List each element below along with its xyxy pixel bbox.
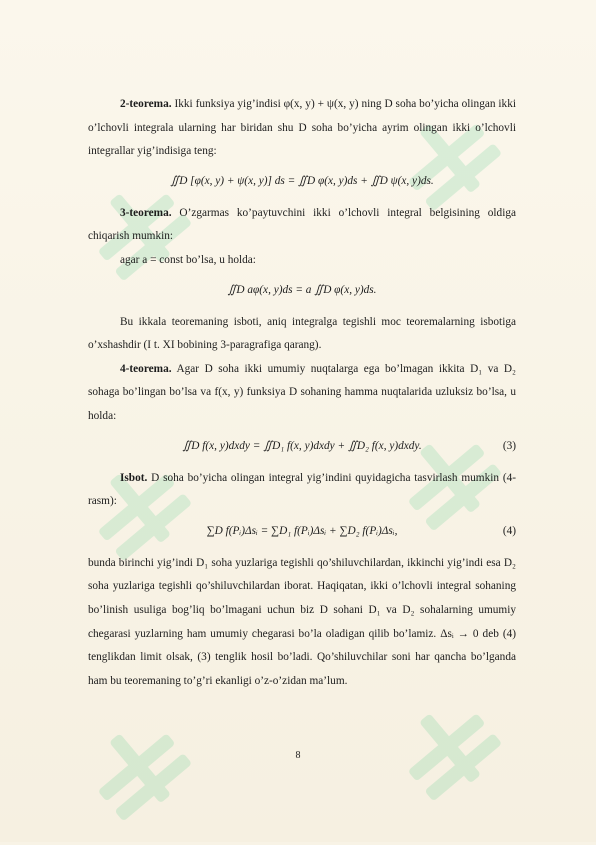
theorem-4-paragraph	[88, 358, 516, 429]
theorem-3-text: O’zgarmas ko’paytuvchini ikki o’lchovli integral belgisining oldiga chiqarish mumkin:	[88, 206, 516, 243]
theorem-2-paragraph	[88, 93, 516, 164]
page-number: 8	[295, 750, 301, 761]
proof-label: Isbot.	[120, 471, 148, 484]
proof-text: D soha bo’yicha olingan integral yig’indini quyidagicha tasvirlash mumkin (4-rasm):	[88, 471, 516, 508]
theorem-3-paragraph	[88, 202, 516, 249]
theorem-4-text: Agar D soha ikki umumiy nuqtalarga ega bo’lmagan ikkita D₁ va D₂ sohaga bo’lingan bo’lsa va f(x, y) funksiya D sohaning hamma nuqtalarida uzluksiz bo’lsa, u holda:	[88, 362, 516, 422]
proof-formula: ∑D f(Pᵢ)Δsᵢ = ∑D₁ f(Pᵢ)Δsᵢ + ∑D₂ f(Pᵢ)Δsᵢ, (4)	[88, 514, 516, 552]
theorem-3-formula: ∬D aφ(x, y)ds = a ∬D φ(x, y)ds.	[227, 283, 377, 296]
theorem-4-label: 4-teorema.	[120, 362, 172, 375]
theorem-2-text: Ikki funksiya yig’indisi φ(x, y) + ψ(x, y) ning D soha bo’yicha olingan ikki o’lchovli integrala ularning har biridan shu D soha bo’yicha ayrim olingan ikki o’lchovli integrallar yig’indisiga teng:	[88, 98, 516, 158]
theorem-3-condition: agar a = const bo’lsa, u holda:	[120, 253, 256, 266]
theorem-2-label: 2-teorema.	[120, 98, 172, 110]
equation-number-3: (3)	[502, 439, 516, 452]
theorem-2-formula: ∬D [φ(x, y) + ψ(x, y)] ds = ∬D φ(x, y)ds + ∬D ψ(x, y)ds.	[170, 174, 434, 187]
theorem-3-label: 3-teorema.	[120, 206, 172, 219]
page-content	[88, 93, 516, 693]
proof-paragraph	[88, 467, 516, 514]
proof-conclusion-paragraph: bunda birinchi yig’indi D₁ soha yuzlariga tegishli qo’shiluvchilardan, ikkinchi yig’indi esa D₂ soha yuzlariga tegishli qo’shiluvchilardan iborat. Haqiqatan, ikki o’lchovli integral sohaning bo’linish usuliga bog’liq bo’lmagani uchun biz D sohani D₁ va D₂ sohalarning umumiy chegarasi yuzlarning ham umumiy chegarasi bo’la oladigan qilib bo’lamiz. Δsᵢ → 0 deb (4) tenglikdan limit olsak, (3) tenglik hosil bo’ladi. Qo’shiluvchilar soni har qancha bo’lganda ham bu teoremaning to’g’ri ekanligi o’z-o’zidan ma’lum.	[88, 556, 516, 687]
proof-note-paragraph: Bu ikkala teoremaning isboti, aniq integralga tegishli moc teoremalarning isbotiga o’xshashdir (I t. XI bobining 3-paragrafiga qarang).	[88, 315, 516, 352]
equation-number-4: (4)	[502, 524, 516, 537]
theorem-4-formula: ∬D f(x, y)dxdy = ∬D₁ f(x, y)dxdy + ∬D₂ f(x, y)dxdy. (3)	[88, 429, 516, 467]
